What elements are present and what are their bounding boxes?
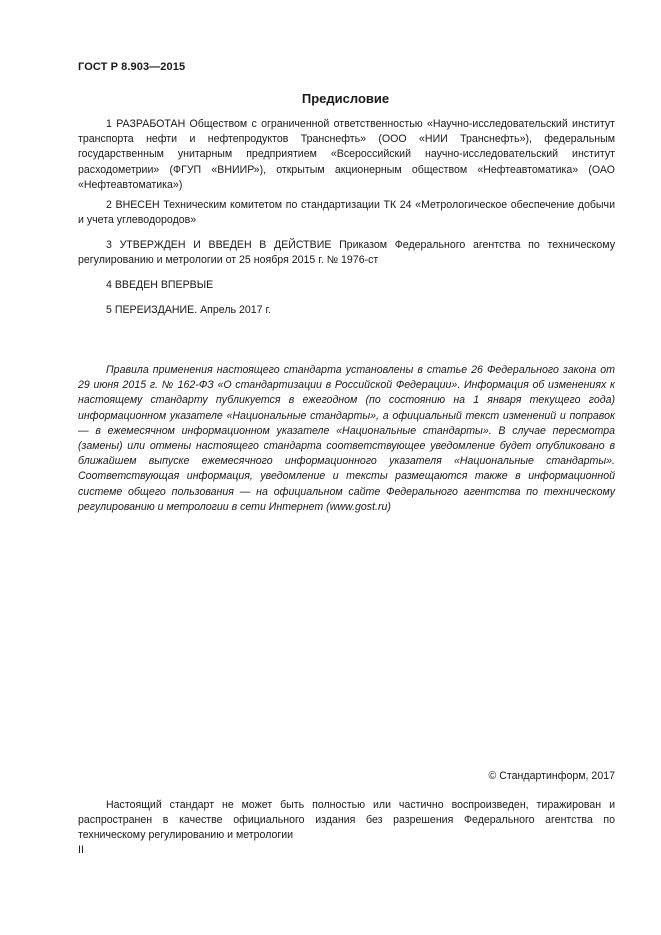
preface-paragraph-4: 4 ВВЕДЕН ВПЕРВЫЕ bbox=[106, 279, 214, 291]
preface-title-text: Предисловие bbox=[301, 91, 390, 106]
page-number: II bbox=[78, 844, 84, 856]
reproduction-legal-notice: Настоящий стандарт не может быть полностью или частично воспроизведен, тиражирован и распространен в качестве официального издания без разрешения Федерального агентства по техническому регулированию и метрологии bbox=[78, 799, 615, 842]
copyright-line: © Стандартинформ, 2017 bbox=[488, 770, 615, 782]
preface-paragraph-3: 3 УТВЕРЖДЕН И ВВЕДЕН В ДЕЙСТВИЕ Приказом Федерального агентства по техническому регулированию и метрологии от 25 ноября 2015 г. № 1976-ст bbox=[78, 239, 615, 267]
preface-paragraph-1: 1 РАЗРАБОТАН Обществом с ограниченной ответственностью «Научно-исследовательский институт транспорта нефти и нефтепродуктов Транснефть» (ООО «НИИ Транснефть»), федеральным государственным унитарным предприятием «Всероссийский научно-исследовательский институт расходометрии» (ФГУП «ВНИИР»), открытым акционерным обществом «Нефтеавтоматика» (ОАО «Нефтеавтоматика») bbox=[78, 118, 615, 191]
preface-title bbox=[0, 91, 661, 106]
preface-paragraph-2: 2 ВНЕСЕН Техническим комитетом по стандартизации ТК 24 «Метрологическое обеспечение добычи и учета углеводородов» bbox=[78, 199, 615, 227]
document-header-standard-id: ГОСТ Р 8.903—2015 bbox=[78, 61, 186, 73]
standard-application-notice: Правила применения настоящего стандарта установлены в статье 26 Федерального закона от 29 июня 2015 г. № 162-ФЗ «О стандартизации в Российской Федерации». Информация об изменениях к настоящему стандарту публикуется в ежегодном (по состоянию на 1 января текущего года) информационном указателе «Национальные стандарты», а официальный текст изменений и поправок — в ежемесячном информационном указателе «Национальные стандарты». В случае пересмотра (замены) или отмены настоящего стандарта соответствующее уведомление будет опубликовано в ближайшем выпуске ежемесячного информационного указателя «Национальные стандарты». Соответствующая информация, уведомление и тексты размещаются также в информационной системе общего пользования — на официальном сайте Федерального агентства по техническому регулированию и метрологии в сети Интернет (www.gost.ru) bbox=[78, 364, 615, 513]
preface-paragraph-5: 5 ПЕРЕИЗДАНИЕ. Апрель 2017 г. bbox=[106, 304, 272, 316]
